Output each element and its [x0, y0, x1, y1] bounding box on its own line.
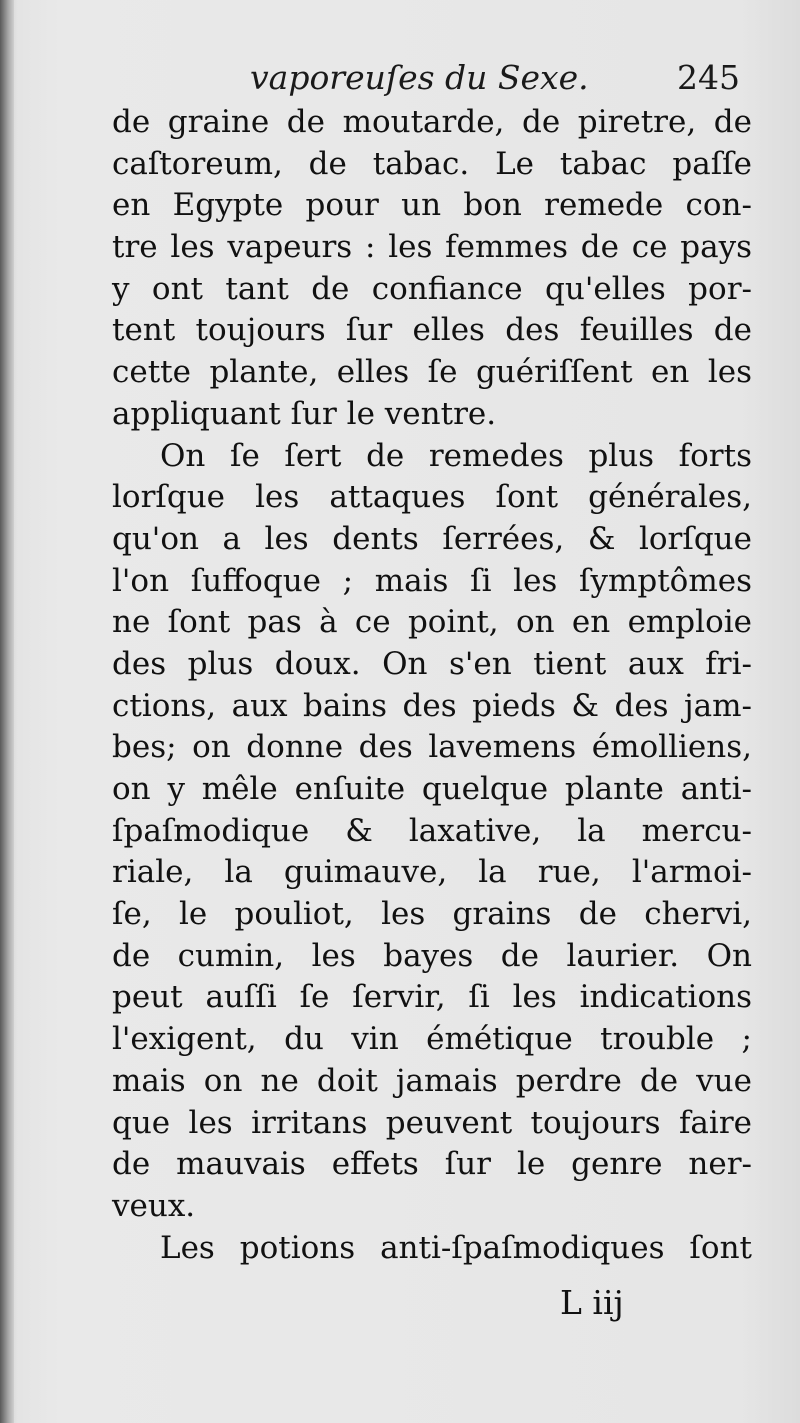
paragraph-start-line: Les potions anti-ſpaſmodiques ſont [160, 1229, 752, 1266]
text-line: ſe, le pouliot, les grains de chervi, [112, 896, 752, 933]
text-line: l'on ſuffoque ; mais ſi les ſymptômes [112, 562, 752, 599]
text-line: ſpaſmodique & laxative, la mercu- [112, 812, 752, 849]
signature-mark: L iij [560, 1283, 624, 1322]
page-number: 245 [677, 58, 740, 97]
text-line: de graine de moutarde, de piretre, de [112, 104, 752, 140]
text-line: des plus doux. On s'en tient aux fri- [112, 645, 752, 682]
running-head [110, 58, 740, 108]
text-line: de cumin, les bayes de laurier. On [112, 937, 752, 974]
text-line: tent toujours ſur elles des feuilles de [112, 312, 752, 349]
running-title: vaporeuſes du Sexe. [250, 58, 589, 97]
text-line: caſtoreum, de tabac. Le tabac paſſe [112, 145, 752, 182]
paragraph-start-line: On ſe ſert de remedes plus forts [160, 437, 752, 474]
text-line: ne ſont pas à ce point, on en emploie [112, 604, 752, 641]
text-line: y ont tant de confiance qu'elles por- [112, 270, 752, 307]
text-line: tre les vapeurs : les femmes de ce pays [112, 229, 752, 266]
text-line: on y mêle enſuite quelque plante anti- [112, 771, 752, 807]
text-line: bes; on donne des lavemens émolliens, [112, 729, 752, 766]
text-line: appliquant ſur le ventre. [112, 395, 497, 432]
text-line: cette plante, elles ſe guériſſent en les [112, 354, 752, 391]
text-line: qu'on a les dents ſerrées, & lorſque [112, 520, 752, 557]
text-line: mais on ne doit jamais perdre de vue [112, 1062, 752, 1099]
text-line: veux. [112, 1187, 196, 1224]
body-text [112, 102, 752, 1269]
text-line: en Egypte pour un bon remede con- [112, 187, 752, 224]
text-line: que les irritans peuvent toujours faire [112, 1104, 752, 1141]
text-line: l'exigent, du vin émétique trouble ; [112, 1021, 752, 1058]
text-line: ctions, aux bains des pieds & des jam- [112, 687, 752, 724]
binding-edge [0, 0, 14, 1423]
text-line: de mauvais effets ſur le genre ner- [112, 1146, 752, 1183]
text-line: riale, la guimauve, la rue, l'armoi- [112, 854, 752, 891]
text-line: peut auſſi ſe ſervir, ſi les indications [112, 979, 752, 1016]
text-line: lorſque les attaques ſont générales, [112, 479, 752, 516]
